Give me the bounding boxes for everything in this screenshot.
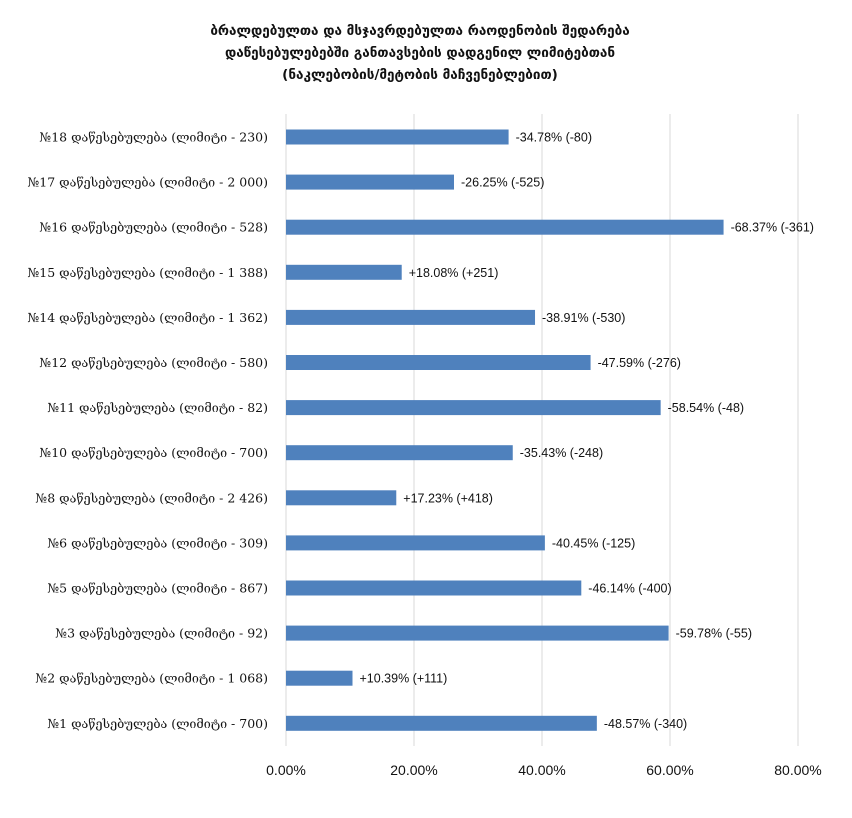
data-label: -34.78% (-80)	[515, 130, 593, 145]
category-label: №10 დაწესებულება (ლიმიტი - 700)	[39, 445, 268, 461]
data-label: +18.08% (+251)	[408, 265, 499, 280]
bar	[286, 581, 581, 596]
category-label: №3 დაწესებულება (ლიმიტი - 92)	[55, 625, 268, 641]
category-label: №1 დაწესებულება (ლიმიტი - 700)	[47, 715, 268, 731]
data-label: +17.23% (+418)	[403, 491, 493, 506]
data-label: -35.43% (-248)	[519, 446, 604, 461]
category-label: №2 დაწესებულება (ლიმიტი - 1 068)	[35, 670, 268, 686]
category-label: №15 დაწესებულება (ლიმიტი - 1 388)	[27, 264, 268, 280]
category-label: №8 დაწესებულება (ლიმიტი - 2 426)	[35, 490, 268, 506]
category-label: №11 დაწესებულება (ლიმიტი - 82)	[47, 400, 268, 416]
bar	[286, 716, 597, 731]
chart-title-line-3: (ნაკლებობის/მეტობის მაჩვენებლებით)	[282, 67, 558, 83]
category-label: №12 დაწესებულება (ლიმიტი - 580)	[39, 355, 268, 370]
x-tick-label: 20.00%	[390, 762, 438, 778]
category-label: №16 დაწესებულება (ლიმიტი - 528)	[39, 219, 268, 235]
bar	[286, 130, 509, 145]
x-tick-label: 60.00%	[646, 762, 694, 778]
bar	[286, 220, 724, 235]
data-label: -68.37% (-361)	[730, 220, 814, 235]
category-label: №5 დაწესებულება (ლიმიტი - 867)	[47, 580, 268, 596]
data-label: -48.57% (-340)	[603, 716, 688, 731]
data-label: +10.39% (+111)	[359, 671, 448, 686]
bar	[286, 175, 454, 190]
bar	[286, 355, 591, 370]
category-label: №14 დაწესებულება (ლიმიტი - 1 362)	[27, 309, 268, 325]
chart-title-line-1: ბრალდებულთა და მსჯავრდებულთა რაოდენობის შედარება	[210, 23, 630, 39]
data-label: -58.54% (-48)	[667, 401, 745, 416]
x-tick-label: 80.00%	[774, 762, 822, 778]
bar	[286, 400, 661, 415]
x-tick-label: 40.00%	[518, 762, 566, 778]
bar	[286, 626, 669, 641]
data-label: -46.14% (-400)	[588, 581, 672, 596]
data-label: -26.25% (-525)	[461, 175, 545, 190]
bar	[286, 265, 402, 280]
chart-title-line-2: დაწესებულებებში განთავსების დადგენილ ლიმიტებთან	[224, 45, 616, 61]
bar	[286, 310, 535, 325]
data-label: -40.45% (-125)	[551, 536, 636, 551]
category-label: №6 დაწესებულება (ლიმიტი - 309)	[47, 535, 268, 551]
bar	[286, 671, 352, 686]
data-label: -59.78% (-55)	[675, 626, 753, 641]
data-label: -38.91% (-530)	[542, 310, 626, 325]
bar	[286, 490, 396, 505]
data-label: -47.59% (-276)	[597, 356, 681, 370]
category-label: №17 დაწესებულება (ლიმიტი - 2 000)	[27, 174, 268, 190]
x-tick-label: 0.00%	[266, 762, 306, 778]
bar	[286, 535, 545, 550]
bar	[286, 445, 513, 460]
category-label: №18 დაწესებულება (ლიმიტი - 230)	[39, 129, 268, 145]
